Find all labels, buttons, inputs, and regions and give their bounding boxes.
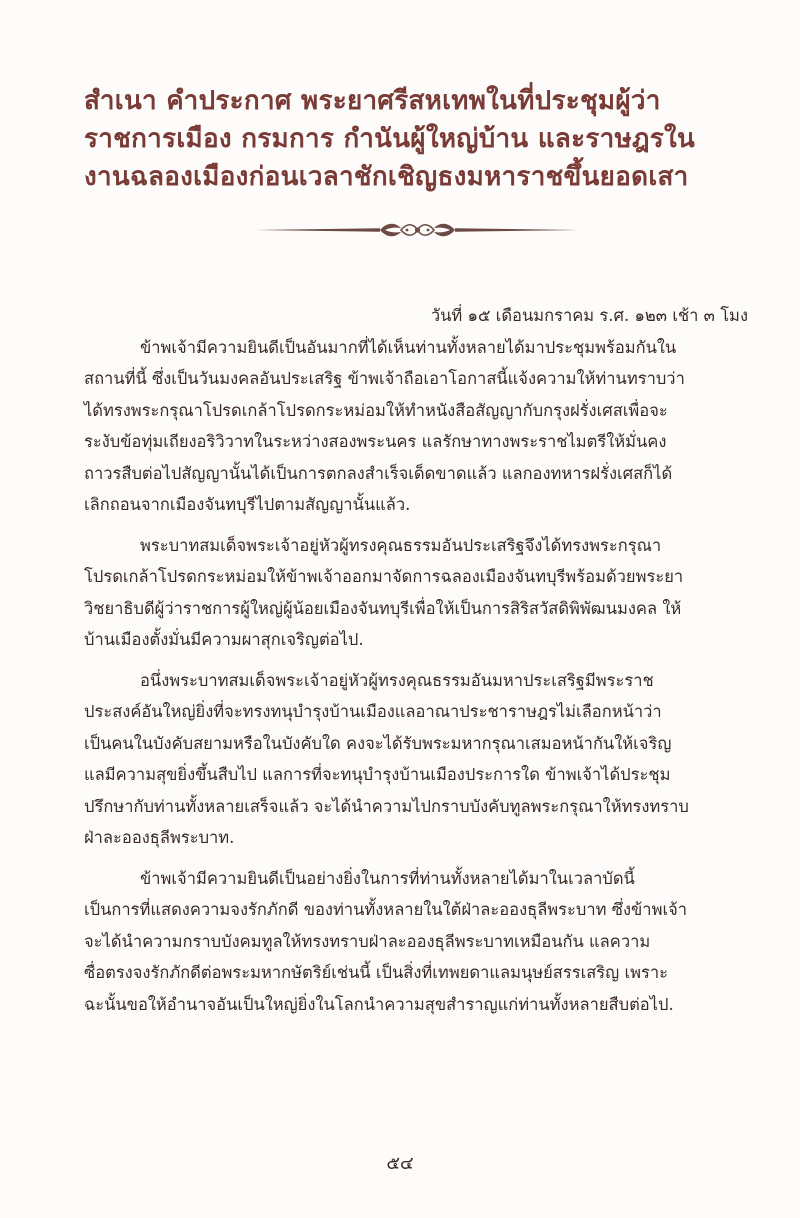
page-number: ๕๔	[386, 1153, 414, 1174]
paragraph-line: วิชยาธิบดีผู้ว่าราชการผู้ใหญ่ผู้น้อยเมืองจันทบุรีเพื่อให้เป็นการสิริสวัสดิพิพัฒนมงคล ให้	[84, 598, 682, 618]
paragraph-line: ระงับข้อทุ่มเถียงอริวิวาทในระหว่างสองพระนคร แลรักษาทางพระราชไมตรีให้มั่นคง	[84, 432, 667, 451]
paragraph-line: เป็นคนในบังคับสยามหรือในบังคับใด คงจะได้รับพระมหากรุณาเสมอหน้ากันให้เจริญ	[84, 733, 672, 753]
date-line: วันที่ ๑๕ เดือนมกราคม ร.ศ. ๑๒๓ เช้า ๓ โมง	[430, 306, 748, 325]
paragraph-line: แลมีความสุขยิ่งขึ้นสืบไป แลการที่จะทนุบำรุงบ้านเมืองประการใด ข้าพเจ้าได้ประชุม	[84, 765, 671, 784]
paragraph-line: ข้าพเจ้ามีความยินดีเป็นอันมากที่ได้เห็นท่านทั้งหลายได้มาประชุมพร้อมกันใน	[140, 337, 677, 357]
paragraph-line: จะได้นำความกราบบังคมทูลให้ทรงทราบฝ่าละอองธุลีพระบาทเหมือนกัน แลความ	[84, 931, 651, 951]
title-line-3: งานฉลองเมืองก่อนเวลาชักเชิญธงมหาราชขึ้นยอดเสา	[84, 162, 689, 192]
title-line-2: ราชการเมือง กรมการ กำนันผู้ใหญ่บ้าน และราษฎรใน	[84, 124, 696, 154]
title-line-1: สำเนา คำประกาศ พระยาศรีสหเทพในที่ประชุมผู้ว่า	[84, 86, 661, 116]
paragraph-1	[84, 332, 756, 521]
paragraph-line: ประสงค์อันใหญ่ยิ่งที่จะทรงทนุบำรุงบ้านเมืองแลอาณาประชาราษฎรไม่เลือกหน้าว่า	[84, 702, 662, 721]
paragraph-line: บ้านเมืองตั้งมั่นมีความผาสุกเจริญต่อไป.	[84, 630, 364, 649]
paragraph-line: เป็นการที่แสดงความจงรักภักดี ของท่านทั้งหลายในใต้ฝ่าละอองธุลีพระบาท ซึ่งข้าพเจ้า	[84, 900, 688, 919]
paragraph-line: ซื่อตรงจงรักภักดีต่อพระมหากษัตริย์เช่นนี้ เป็นสิ่งที่เทพยดาแลมนุษย์สรรเสริญ เพราะ	[84, 963, 668, 982]
paragraph-line: ฝ่าละอองธุลีพระบาท.	[84, 828, 235, 847]
paragraph-line: อนึ่งพระบาทสมเด็จพระเจ้าอยู่หัวผู้ทรงคุณธรรมอันมหาประเสริฐมีพระราช	[140, 670, 654, 690]
paragraph-line: ฉะนั้นขอให้อำนาจอันเป็นใหญ่ยิ่งในโลกนำความสุขสำราญแก่ท่านทั้งหลายสืบต่อไป.	[84, 994, 674, 1014]
decorative-divider-icon	[255, 218, 580, 242]
paragraph-line: โปรดเกล้าโปรดกระหม่อมให้ข้าพเจ้าออกมาจัดการฉลองเมืองจันทบุรีพร้อมด้วยพระยา	[84, 567, 684, 586]
paragraph-line: ได้ทรงพระกรุณาโปรดเกล้าโปรดกระหม่อมให้ทำหนังสือสัญญากับกรุงฝรั่งเศสเพื่อจะ	[84, 400, 668, 420]
document-body	[84, 300, 756, 1020]
paragraph-3	[84, 665, 756, 854]
paragraph-line: เลิกถอนจากเมืองจันทบุรีไปตามสัญญานั้นแล้ว.	[84, 495, 411, 514]
paragraph-line: สถานที่นี้ ซึ่งเป็นวันมงคลอันประเสริฐ ข้าพเจ้าถือเอาโอกาสนี้แจ้งความให้ท่านทราบว่า	[84, 369, 685, 388]
paragraph-line: พระบาทสมเด็จพระเจ้าอยู่หัวผู้ทรงคุณธรรมอันประเสริฐจึงได้ทรงพระกรุณา	[140, 535, 662, 555]
paragraph-4	[84, 863, 756, 1021]
page-title	[84, 82, 764, 196]
paragraph-line: ถาวรสืบต่อไปสัญญานั้นได้เป็นการตกลงสำเร็จเด็ดขาดแล้ว แลกองทหารฝรั่งเศสก็ได้	[84, 463, 673, 483]
paragraph-line: ปรึกษากับท่านทั้งหลายเสร็จแล้ว จะได้นำความไปกราบบังคับทูลพระกรุณาให้ทรงทราบ	[84, 796, 689, 816]
paragraph-line: ข้าพเจ้ามีความยินดีเป็นอย่างยิ่งในการที่ท่านทั้งหลายได้มาในเวลาบัดนี้	[140, 868, 635, 888]
paragraph-2	[84, 530, 756, 656]
